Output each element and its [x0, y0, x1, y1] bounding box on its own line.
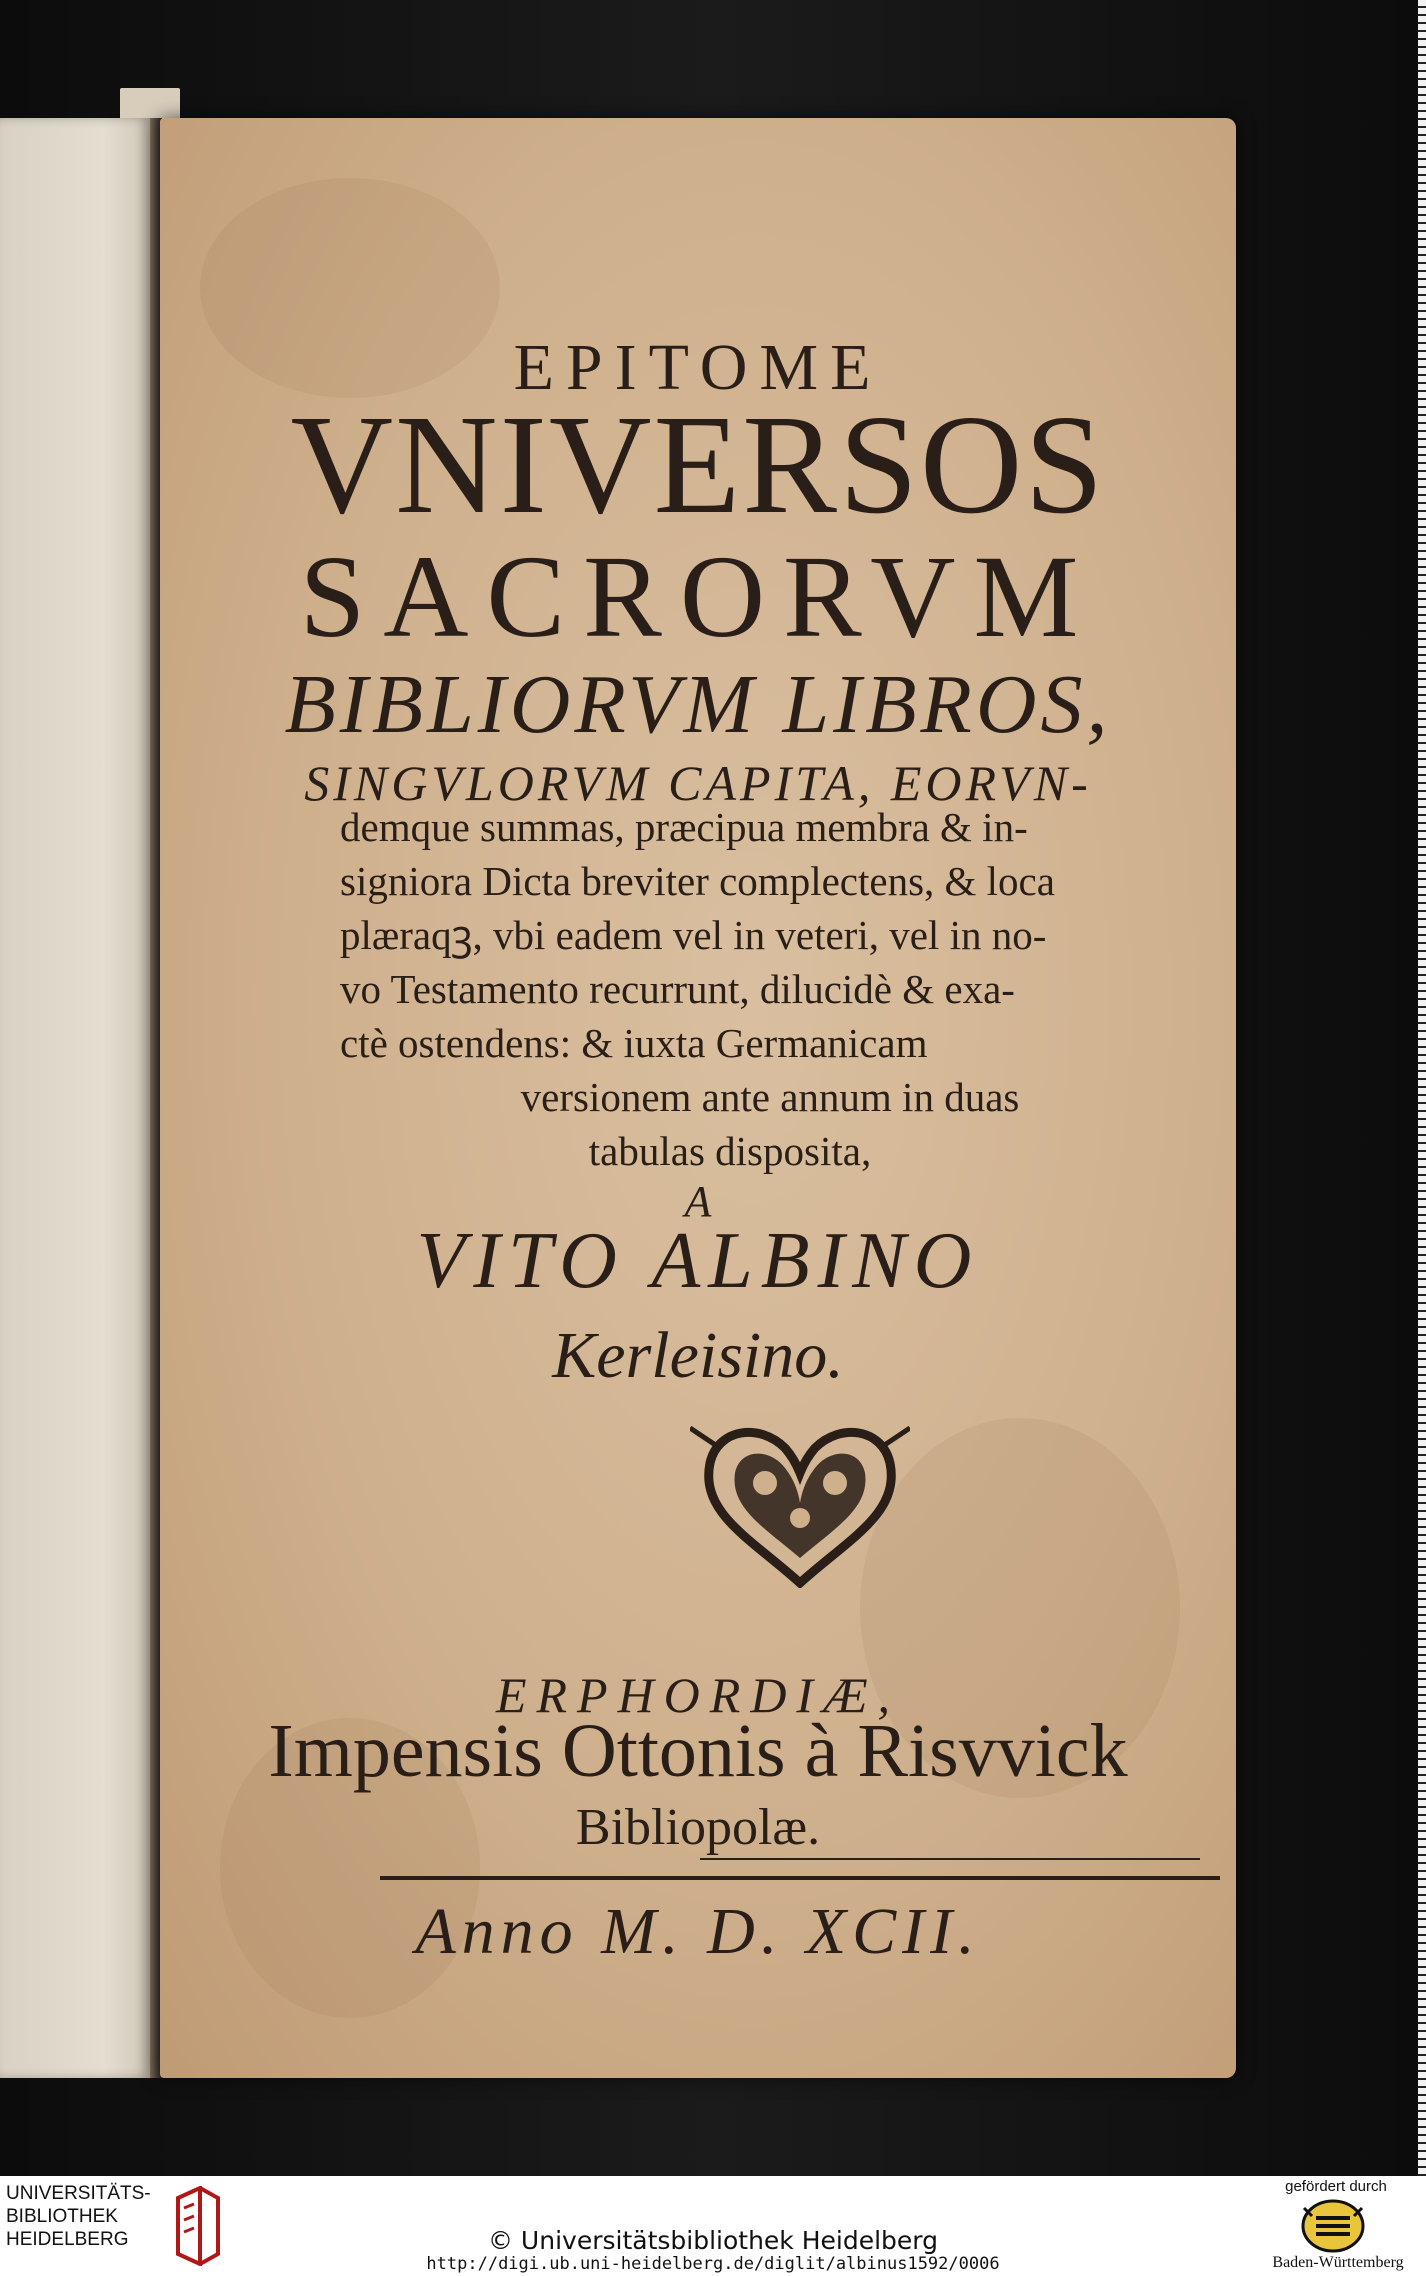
- title-page: [160, 118, 1236, 2078]
- title-line-epitome: EPITOME: [513, 331, 883, 404]
- imprint-place: ERPHORDIÆ,: [495, 1667, 901, 1723]
- description-line: vo Testamento recurrunt, dilucidè & exa-: [340, 966, 1015, 1012]
- imprint-rule: [380, 1876, 1220, 1880]
- footer: [0, 2176, 1426, 2276]
- description-line: tabulas disposita,: [588, 1128, 872, 1174]
- sponsor-name: Baden-Württemberg: [1272, 2254, 1404, 2271]
- title-line-bibliorum: BIBLIORVM LIBROS,: [284, 658, 1112, 751]
- description-line: versionem ante annum in duas: [520, 1074, 1020, 1120]
- imprint-rule-short: [700, 1858, 1200, 1860]
- sponsor-label: gefördert durch: [1285, 2178, 1387, 2195]
- scale-ruler: [1418, 0, 1426, 2176]
- description-line: ctè ostendens: & iuxta Germanicam: [340, 1020, 928, 1066]
- imprint-publisher: Impensis Ottonis à Risvvick: [268, 1709, 1128, 1793]
- copyright-notice: © Universitätsbibliothek Heidelberg: [487, 2226, 938, 2255]
- title-line-universos: VNIVERSOS: [290, 385, 1106, 543]
- description-line: signiora Dicta breviter complectens, & loca: [340, 858, 1055, 904]
- imprint-date: Anno M. D. XCII.: [415, 1895, 981, 1968]
- description-line: plæraqꝫ, vbi eadem vel in veteri, vel in no-: [340, 912, 1047, 958]
- title-line-sacrorum: SACRORVM: [299, 531, 1097, 662]
- permalink-url[interactable]: http://digi.ub.uni-heidelberg.de/diglit/albinus1592/0006: [426, 2254, 1000, 2274]
- author-name: VITO ALBINO: [416, 1217, 980, 1305]
- baden-wuerttemberg-coat-of-arms-icon: [1298, 2198, 1368, 2254]
- fleuron-ornament-icon: [690, 1418, 910, 1588]
- title-description: [340, 800, 1240, 1178]
- facing-page-edge: [0, 118, 150, 2078]
- library-logo-text: UNIVERSITÄTS- BIBLIOTHEK HEIDELBERG: [6, 2183, 151, 2250]
- description-line: demque summas, præcipua membra & in-: [340, 804, 1028, 850]
- title-line-singulorum: SINGVLORVM CAPITA, EORVN-: [304, 755, 1092, 811]
- author-origin: Kerleisino.: [552, 1319, 844, 1392]
- imprint-role: Bibliopolæ.: [575, 1799, 821, 1856]
- preposition: A: [684, 1177, 712, 1226]
